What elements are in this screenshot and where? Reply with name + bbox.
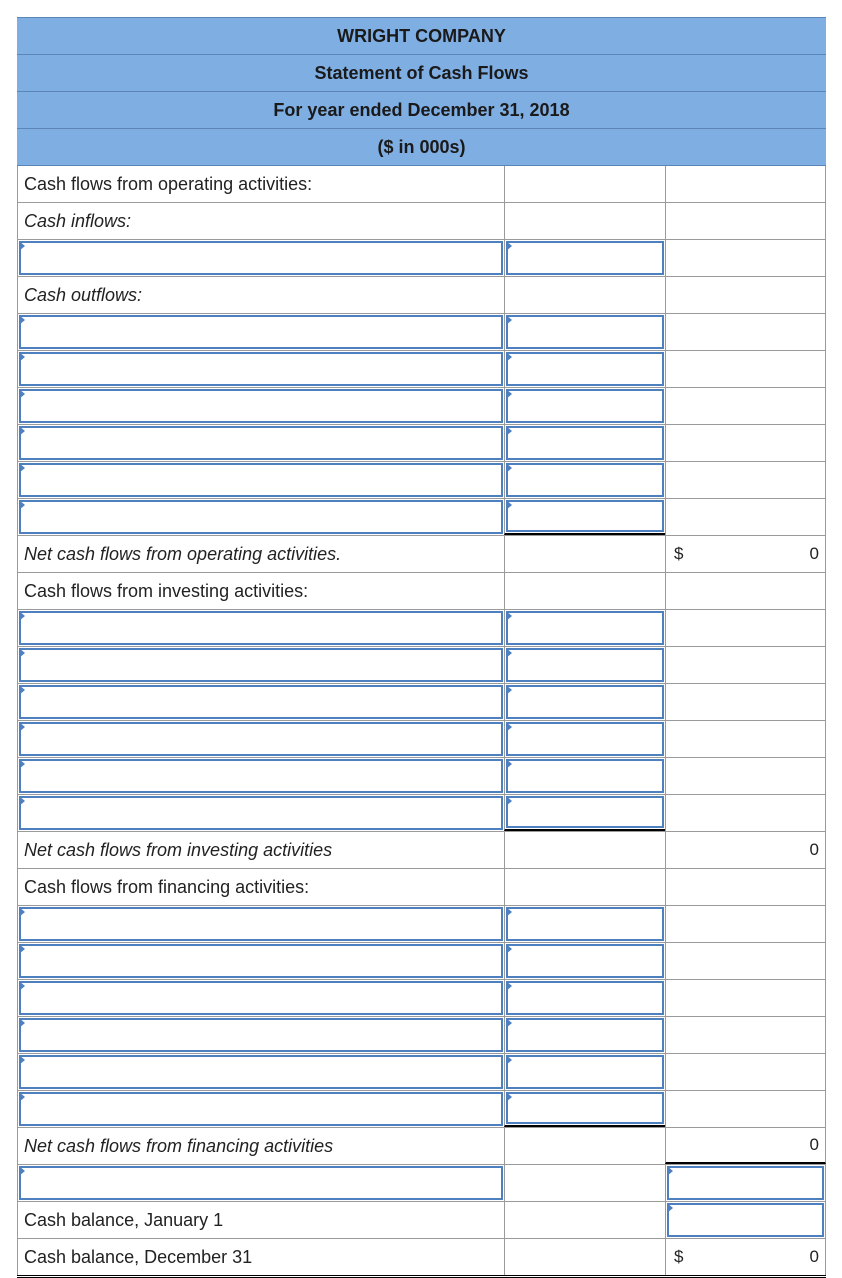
table-row: [17, 1054, 826, 1091]
currency-symbol: $: [674, 544, 684, 563]
table-row: [17, 1017, 826, 1054]
company-name: WRIGHT COMPANY: [17, 17, 826, 55]
statement-period: For year ended December 31, 2018: [17, 92, 826, 129]
table-row: [17, 943, 826, 980]
financing-label-input[interactable]: [19, 1055, 503, 1089]
net-investing-value: 0: [809, 840, 819, 859]
table-row: [17, 425, 826, 462]
outflow-label-input[interactable]: [19, 389, 503, 423]
table-row: [17, 980, 826, 1017]
net-investing-label: Net cash flows from investing activities: [17, 832, 504, 868]
outflows-heading: Cash outflows:: [17, 277, 504, 313]
financing-amount-input[interactable]: [506, 981, 664, 1015]
table-row: [17, 721, 826, 758]
table-row: [17, 1165, 826, 1202]
table-row: [17, 462, 826, 499]
row-net-financing: [17, 1128, 826, 1165]
financing-label-input[interactable]: [19, 907, 503, 941]
outflow-label-input[interactable]: [19, 500, 503, 534]
outflow-amount-input[interactable]: [506, 352, 664, 386]
financing-label-input[interactable]: [19, 1092, 503, 1126]
financing-label-input[interactable]: [19, 981, 503, 1015]
outflow-amount-input[interactable]: [506, 315, 664, 349]
table-row: [17, 314, 826, 351]
financing-amount-input[interactable]: [506, 944, 664, 978]
cash-dec-label: Cash balance, December 31: [17, 1239, 504, 1275]
row-net-investing: [17, 832, 826, 869]
statement-units: ($ in 000s): [17, 129, 826, 166]
investing-label-input[interactable]: [19, 648, 503, 682]
cash-flow-statement: [17, 17, 826, 1278]
row-investing-heading: [17, 573, 826, 610]
cash-dec-value: 0: [809, 1247, 819, 1266]
outflow-amount-input[interactable]: [506, 389, 664, 423]
table-row: [17, 388, 826, 425]
net-financing-label: Net cash flows from financing activities: [17, 1128, 504, 1164]
table-row: [17, 240, 826, 277]
investing-label-input[interactable]: [19, 722, 503, 756]
row-cash-jan: [17, 1202, 826, 1239]
outflow-label-input[interactable]: [19, 315, 503, 349]
financing-amount-input[interactable]: [506, 907, 664, 941]
table-row: [17, 647, 826, 684]
financing-amount-input[interactable]: [506, 1055, 664, 1089]
investing-amount-input[interactable]: [506, 796, 664, 828]
net-operating-value: 0: [809, 544, 819, 563]
table-row: [17, 1091, 826, 1128]
financing-amount-input[interactable]: [506, 1018, 664, 1052]
table-row: [17, 610, 826, 647]
financing-amount-input[interactable]: [506, 1092, 664, 1124]
financing-label-input[interactable]: [19, 944, 503, 978]
investing-label-input[interactable]: [19, 685, 503, 719]
financing-heading: Cash flows from financing activities:: [17, 869, 504, 905]
table-row: [17, 906, 826, 943]
investing-amount-input[interactable]: [506, 722, 664, 756]
investing-label-input[interactable]: [19, 759, 503, 793]
table-row: [17, 758, 826, 795]
row-financing-heading: [17, 869, 826, 906]
row-outflows-heading: [17, 277, 826, 314]
inflows-heading: Cash inflows:: [17, 203, 504, 239]
table-row: [17, 795, 826, 832]
operating-heading: Cash flows from operating activities:: [17, 166, 504, 202]
table-row: [17, 499, 826, 536]
outflow-amount-input[interactable]: [506, 500, 664, 532]
currency-symbol: $: [674, 1247, 684, 1266]
investing-amount-input[interactable]: [506, 648, 664, 682]
outflow-label-input[interactable]: [19, 426, 503, 460]
net-change-amount-input[interactable]: [667, 1166, 824, 1200]
investing-amount-input[interactable]: [506, 685, 664, 719]
net-financing-value: 0: [809, 1135, 819, 1154]
investing-amount-input[interactable]: [506, 759, 664, 793]
row-inflows-heading: [17, 203, 826, 240]
outflow-amount-input[interactable]: [506, 426, 664, 460]
statement-title: Statement of Cash Flows: [17, 55, 826, 92]
inflow-label-input[interactable]: [19, 241, 503, 275]
row-cash-dec: [17, 1239, 826, 1278]
cash-jan-label: Cash balance, January 1: [17, 1202, 504, 1238]
inflow-amount-input[interactable]: [506, 241, 664, 275]
outflow-amount-input[interactable]: [506, 463, 664, 497]
investing-amount-input[interactable]: [506, 611, 664, 645]
investing-label-input[interactable]: [19, 611, 503, 645]
row-net-operating: [17, 536, 826, 573]
row-operating-heading: [17, 166, 826, 203]
outflow-label-input[interactable]: [19, 352, 503, 386]
net-change-label-input[interactable]: [19, 1166, 503, 1200]
table-row: [17, 351, 826, 388]
outflow-label-input[interactable]: [19, 463, 503, 497]
net-operating-label: Net cash flows from operating activities.: [17, 536, 504, 572]
investing-label-input[interactable]: [19, 796, 503, 830]
cash-jan-amount-input[interactable]: [667, 1203, 824, 1237]
investing-heading: Cash flows from investing activities:: [17, 573, 504, 609]
table-row: [17, 684, 826, 721]
financing-label-input[interactable]: [19, 1018, 503, 1052]
